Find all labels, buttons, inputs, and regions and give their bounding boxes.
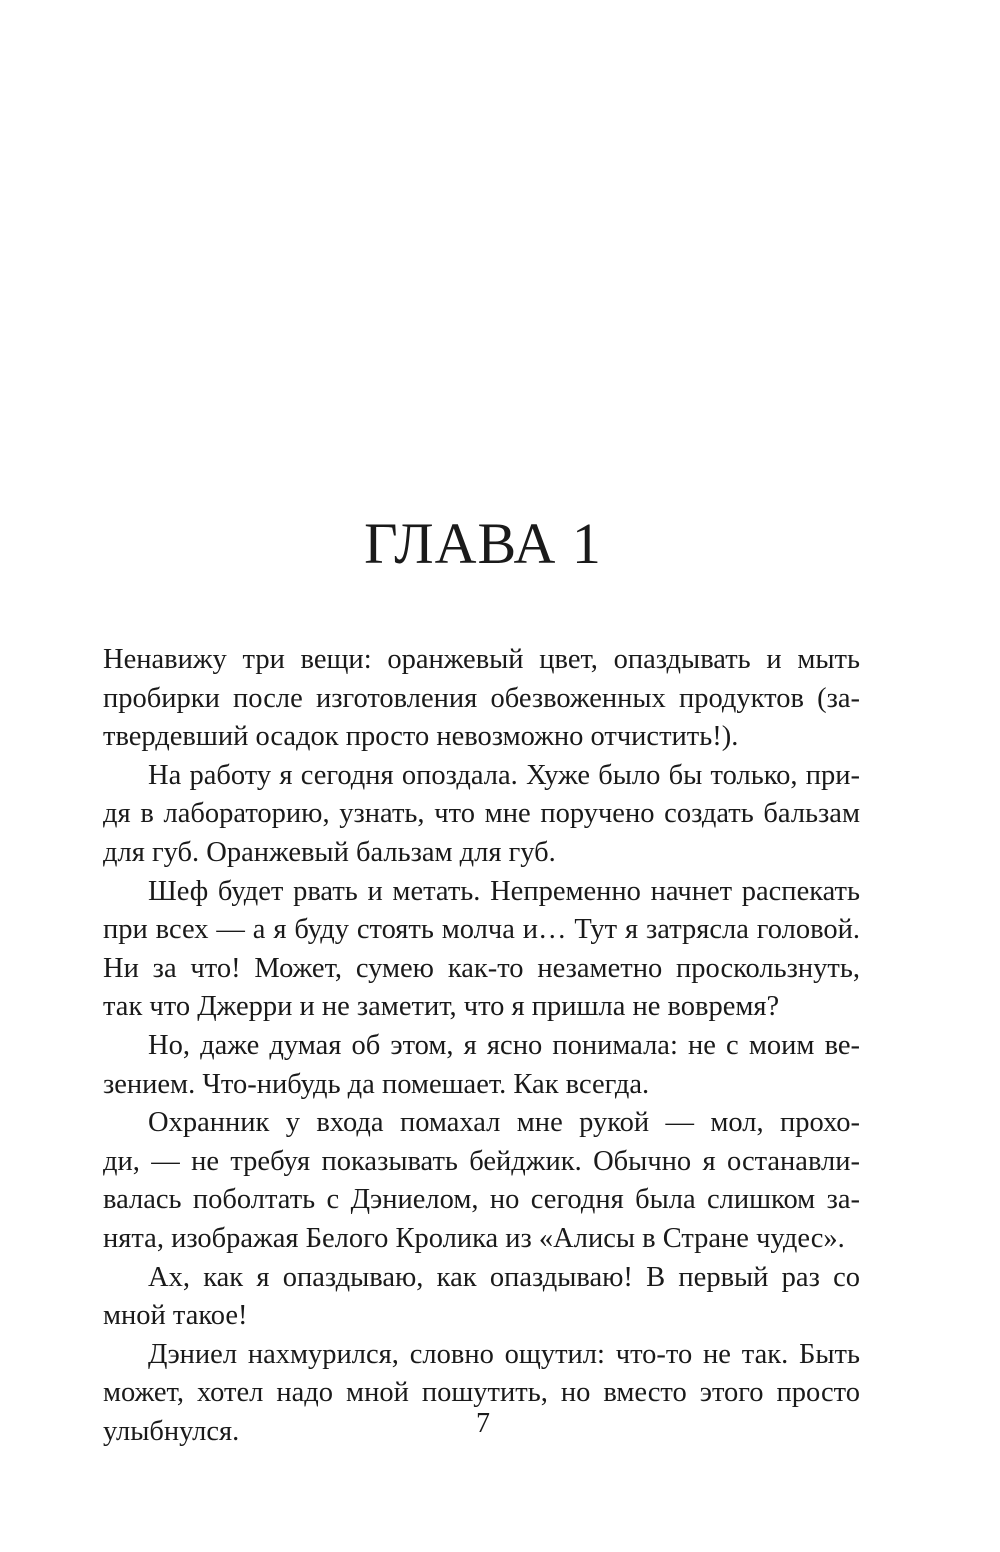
body-line: валась поболтать с Дэниелом, но сегодня была слишком за- [103,1184,860,1216]
body-line: зением. Что-нибудь да помешает. Как всегда. [103,1068,650,1100]
chapter-body-text [103,641,860,1451]
body-line: ди, — не требуя показывать бейджик. Обычно я останавли- [103,1145,860,1177]
body-line: твердевший осадок просто невозможно отчистить!). [103,721,739,753]
body-line: может, хотел надо мной пошутить, но вместо этого просто [103,1377,860,1409]
body-line: Дэниел нахмурился, словно ощутил: что-то не так. Быть [148,1338,860,1370]
body-line: дя в лабораторию, узнать, что мне поручено создать бальзам [103,798,860,830]
body-line: пробирки после изготовления обезвоженных продуктов (за- [103,682,860,714]
body-line: при всех — а я буду стоять молча и… Тут я затрясла головой. [103,914,860,946]
body-line: так что Джерри и не заметит, что я пришла не вовремя? [103,991,780,1023]
body-line: для губ. Оранжевый бальзам для губ. [103,836,556,868]
body-line: Охранник у входа помахал мне рукой — мол, прохо- [148,1107,860,1139]
body-line: Ни за что! Может, сумею как-то незаметно проскользнуть, [103,952,860,984]
body-line: На работу я сегодня опоздала. Хуже было бы только, при- [148,759,860,791]
body-line: улыбнулся. [103,1415,240,1447]
body-line: Шеф будет рвать и метать. Непременно начнет распекать [148,875,860,907]
page-number: 7 [476,1408,490,1439]
body-line: мной такое! [103,1300,248,1332]
body-line: Ах, как я опаздываю, как опаздываю! В первый раз со [148,1261,860,1293]
body-line: Но, даже думая об этом, я ясно понимала: не с моим ве- [148,1029,860,1061]
body-line: нята, изображая Белого Кролика из «Алисы в Стране чудес». [103,1222,845,1254]
chapter-title: ГЛАВА 1 [364,511,602,576]
body-line: Ненавижу три вещи: оранжевый цвет, опаздывать и мыть [103,644,860,675]
